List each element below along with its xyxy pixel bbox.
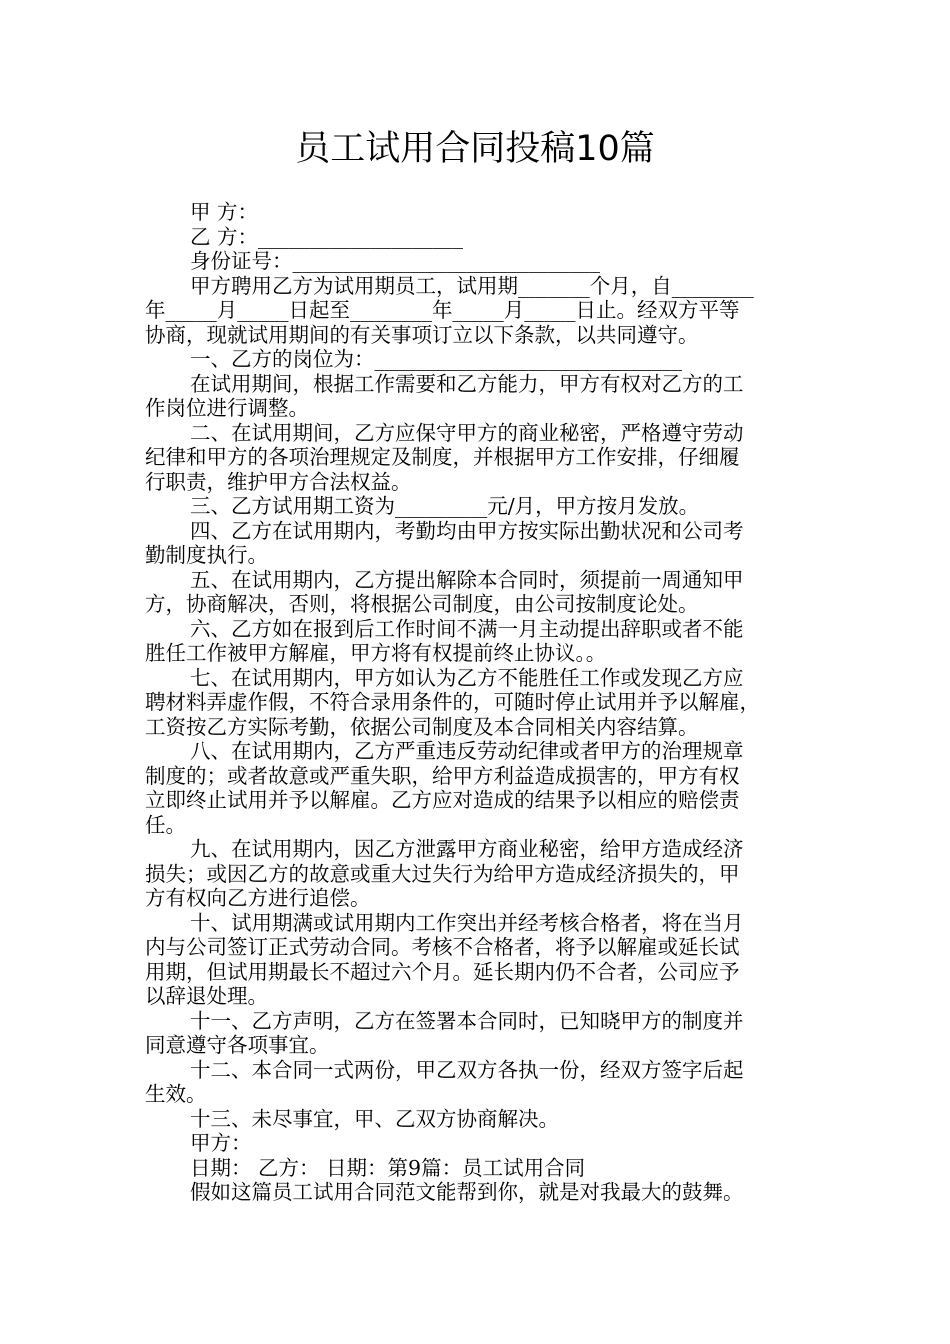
document-line: 勤制度执行。 bbox=[145, 543, 268, 567]
document-body bbox=[145, 200, 810, 1205]
document-line: 行职责，维护甲方合法权益。 bbox=[145, 469, 412, 494]
document-line: 甲 方： bbox=[190, 200, 259, 224]
document-line: 同意遵守各项事宜。 bbox=[145, 1033, 330, 1057]
document-line: 用期，但试用期最长不超过六个月。延长期内仍不合者，公司应予 bbox=[145, 959, 740, 984]
document-line: 四、乙方在试用期内，考勤均由甲方按实际出勤状况和公司考 bbox=[190, 518, 744, 543]
document-line: 十三、未尽事宜，甲、乙双方协商解决。 bbox=[190, 1106, 559, 1131]
document-line: 年_____月_____日起至________年_____月_____日止。经双方平等 bbox=[145, 298, 740, 322]
document-line: 五、在试用期内，乙方提出解除本合同时，须提前一周通知甲 bbox=[190, 567, 744, 592]
document-line: 胜任工作被甲方解雇，甲方将有权提前终止协议。。 bbox=[145, 641, 607, 665]
document-line: 作岗位进行调整。 bbox=[145, 396, 309, 420]
document-line: 甲方聘用乙方为试用期员工，试用期_______个月，自________ bbox=[190, 273, 754, 298]
document-line: 身份证号：______________________________ bbox=[190, 249, 600, 273]
document-line: 协商，现就试用期间的有关事项订立以下条款，以共同遵守。 bbox=[145, 322, 699, 347]
document-line: 甲方： bbox=[190, 1131, 252, 1155]
document-line: 损失；或因乙方的故意或重大过失行为给甲方造成经济损失的，甲 bbox=[145, 861, 740, 886]
document-line: 三、乙方试用期工资为_________元/月，甲方按月发放。 bbox=[190, 494, 700, 518]
document-line: 在试用期间，根据工作需要和乙方能力，甲方有权对乙方的工 bbox=[190, 371, 744, 396]
document-title: 员工试用合同投稿10篇 bbox=[295, 129, 655, 169]
document-line: 七、在试用期内，甲方如认为乙方不能胜任工作或发现乙方应 bbox=[190, 665, 744, 690]
document-line: 方有权向乙方进行追偿。 bbox=[145, 886, 371, 910]
document-line: 一、乙方的岗位为：______________________________ bbox=[190, 347, 682, 371]
document-line: 二、在试用期间，乙方应保守甲方的商业秘密，严格遵守劳动 bbox=[190, 420, 744, 445]
document-line: 制度的；或者故意或严重失职，给甲方利益造成损害的，甲方有权 bbox=[145, 763, 740, 788]
document-line: 八、在试用期内，乙方严重违反劳动纪律或者甲方的治理规章 bbox=[190, 739, 744, 763]
document-line: 聘材料弄虚作假，不符合录用条件的，可随时停止试用并予以解雇， bbox=[145, 690, 760, 714]
document-line: 十、试用期满或试用期内工作突出并经考核合格者，将在当月 bbox=[190, 910, 744, 935]
document-line: 乙 方：____________________ bbox=[190, 224, 464, 249]
document-line: 以辞退处理。 bbox=[145, 984, 268, 1008]
document-line: 十二、本合同一式两份，甲乙双方各执一份，经双方签字后起 bbox=[190, 1057, 744, 1082]
document-line: 方，协商解决，否则，将根据公司制度，由公司按制度论处。 bbox=[145, 592, 699, 616]
document-line: 假如这篇员工试用合同范文能帮到你，就是对我最大的鼓舞。 bbox=[190, 1180, 744, 1204]
document-line: 内与公司签订正式劳动合同。考核不合格者，将予以解雇或延长试 bbox=[145, 935, 740, 959]
document-line: 纪律和甲方的各项治理规定及制度，并根据甲方工作安排，仔细履 bbox=[145, 445, 740, 469]
document-line: 日期： 乙方： 日期：第9篇：员工试用合同 bbox=[190, 1155, 586, 1180]
document-line: 十一、乙方声明，乙方在签署本合同时，已知晓甲方的制度并 bbox=[190, 1008, 744, 1033]
document-line: 任。 bbox=[145, 812, 186, 837]
document-line: 九、在试用期内，因乙方泄露甲方商业秘密，给甲方造成经济 bbox=[190, 837, 744, 861]
document-line: 六、乙方如在报到后工作时间不满一月主动提出辞职或者不能 bbox=[190, 616, 744, 641]
document-line: 立即终止试用并予以解雇。乙方应对造成的结果予以相应的赔偿责 bbox=[145, 788, 740, 812]
document-line: 生效。 bbox=[145, 1082, 207, 1106]
document-line: 工资按乙方实际考勤，依据公司制度及本合同相关内容结算。 bbox=[145, 714, 699, 739]
